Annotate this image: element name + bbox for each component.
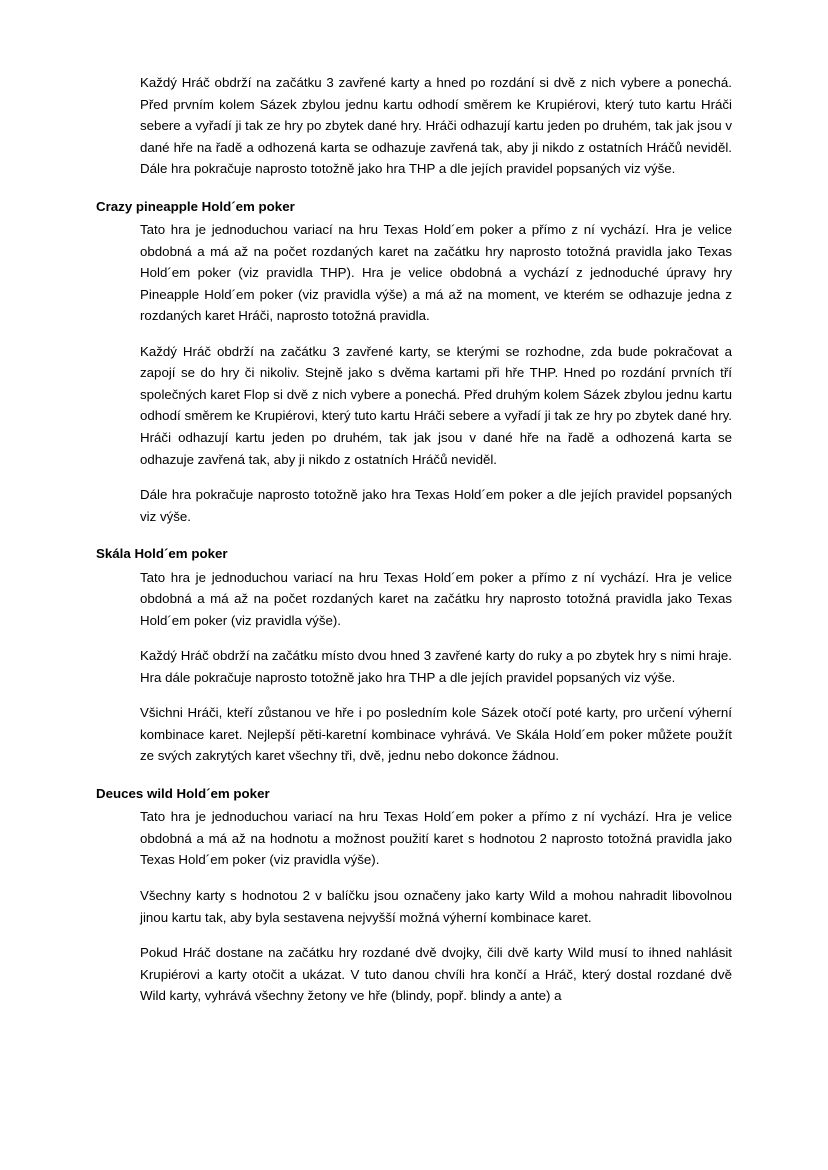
paragraph: Každý Hráč obdrží na začátku 3 zavřené karty, se kterými se rozhodne, zda bude pokračovat a zapojí se do hry či nikoliv. Stejně jako s dvěma kartami při hře THP. Hned po rozdání prvních tří společných karet Flop si dvě z nich vybere a ponechá. Před druhým kolem Sázek zbylou jednu kartu odhodí směrem ke Krupiérovi, který tuto kartu Hráči sebere a vyřadí ji tak ze hry po zbytek dané hry. Hráči odhazují kartu jeden po druhém, tak jak jsou v dané hře na řadě a odhozená karta se odhazuje zavřená tak, aby ji nikdo z ostatních Hráčů neviděl.: [140, 343, 732, 467]
section-heading-crazy-pineapple: Crazy pineapple Hold´em poker: [96, 198, 295, 214]
paragraph: Všichni Hráči, kteří zůstanou ve hře i po posledním kole Sázek otočí poté karty, pro určení výherní kombinace karet. Nejlepší pěti-karetní kombinace vyhrává. Ve Skála Hold´em poker můžete použít ze svých zakrytých karet všechny tři, dvě, jednu nebo dokonce žádnou.: [140, 705, 732, 764]
paragraph: Každý Hráč obdrží na začátku 3 zavřené karty a hned po rozdání si dvě z nich vybere a ponechá. Před prvním kolem Sázek zbylou jednu kartu odhodí směrem ke Krupiérovi, který tuto kartu Hráči sebere a vyřadí ji tak ze hry po zbytek dané hry. Hráči odhazují kartu jeden po druhém, tak jak jsou v dané hře na řadě a odhozená karta se odhazuje zavřená tak, aby ji nikdo z ostatních Hráčů neviděl. Dále hra pokračuje naprosto totožně jako hra THP a dle jejích pravidel popsaných viz výše.: [140, 75, 732, 177]
paragraph: Všechny karty s hodnotou 2 v balíčku jsou označeny jako karty Wild a mohou nahradit libovolnou jinou kartu tak, aby byla sestavena nejvyšší možná výherní kombinace karet.: [140, 888, 732, 925]
document-body: [96, 72, 732, 1007]
section-heading-deuces-wild: Deuces wild Hold´em poker: [96, 785, 270, 801]
paragraph: Tato hra je jednoduchou variací na hru Texas Hold´em poker a přímo z ní vychází. Hra je velice obdobná a má až na počet rozdaných karet na začátku hry naprosto totožná pravidla jako Texas Hold´em poker (viz pravidla THP). Hra je velice obdobná a vychází z jednoduché úpravy hry Pineapple Hold´em poker (viz pravidla výše) a má až na moment, ve kterém se odhazuje jedna z rozdaných karet Hráči, naprosto totožná pravidla.: [140, 222, 732, 324]
paragraph: Každý Hráč obdrží na začátku místo dvou hned 3 zavřené karty do ruky a po zbytek hry s nimi hraje. Hra dále pokračuje naprosto totožně jako hra THP a dle jejích pravidel popsaných viz výše.: [140, 648, 732, 685]
paragraph: Dále hra pokračuje naprosto totožně jako hra Texas Hold´em poker a dle jejích pravidel popsaných viz výše.: [140, 487, 732, 524]
paragraph: Tato hra je jednoduchou variací na hru Texas Hold´em poker a přímo z ní vychází. Hra je velice obdobná a má až na hodnotu a možnost použití karet s hodnotou 2 naprosto totožná pravidla jako Texas Hold´em poker (viz pravidla výše).: [140, 809, 732, 868]
paragraph: Tato hra je jednoduchou variací na hru Texas Hold´em poker a přímo z ní vychází. Hra je velice obdobná a má až na počet rozdaných karet na začátku hry naprosto totožná pravidla jako Texas Hold´em poker (viz pravidla výše).: [140, 569, 732, 628]
section-heading-skala: Skála Hold´em poker: [96, 546, 228, 562]
paragraph: Pokud Hráč dostane na začátku hry rozdané dvě dvojky, čili dvě karty Wild musí to ihned nahlásit Krupiérovi a karty otočit a ukázat. V tuto danou chvíli hra končí a Hráč, který dostal rozdané dvě Wild karty, vyhrává všechny žetony ve hře (blindy, popř. blindy a ante) a: [140, 945, 732, 1004]
